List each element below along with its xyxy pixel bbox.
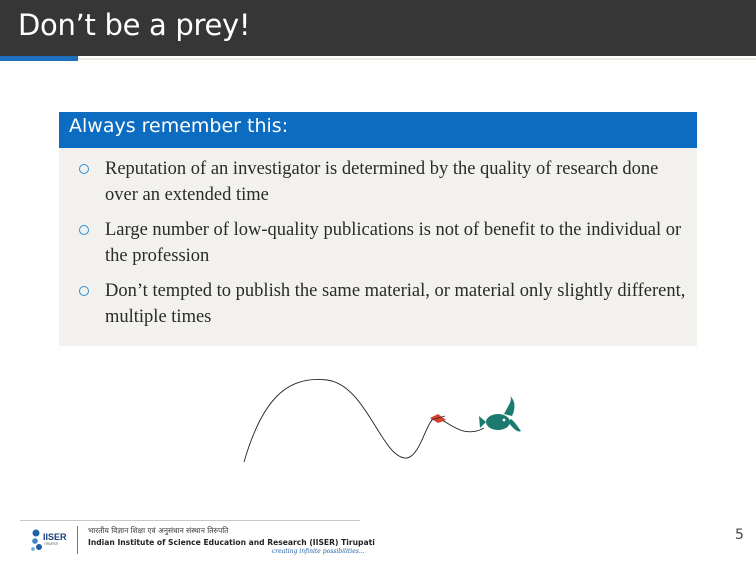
list-item-text: Large number of low-quality publications is not of benefit to the individual or the profession [105, 220, 682, 266]
remember-block [59, 112, 697, 346]
list-item-text: Don’t tempted to publish the same material, or material only slightly different, multiple times [105, 281, 686, 327]
institute-name: Indian Institute of Science Education and Research (IISER) Tirupati [88, 538, 375, 547]
list-item-text: Reputation of an investigator is determined by the quality of research done over an extended time [105, 159, 659, 205]
title-underline [78, 58, 756, 60]
fishing-line [244, 379, 484, 462]
circle-bullet-icon [79, 164, 89, 174]
logo-text: IISER [43, 532, 67, 542]
hook-lure-icon [430, 414, 446, 423]
circle-bullet-icon [79, 225, 89, 235]
footer-separator [77, 526, 78, 554]
fishing-illustration [232, 370, 532, 470]
institute-hindi-name: भारतीय विज्ञान शिक्षा एवं अनुसंधान संस्थान तिरुपति [88, 526, 229, 535]
logo-subtext: TIRUPATI [44, 542, 59, 546]
page-number: 5 [735, 527, 744, 543]
footer-divider [20, 520, 360, 521]
block-header: Always remember this: [59, 112, 697, 148]
institute-tagline: creating infinite possibilities... [272, 548, 365, 555]
slide-title: Don’t be a prey! [18, 8, 251, 42]
circle-bullet-icon [79, 286, 89, 296]
title-bar [0, 0, 756, 56]
title-accent-bar [0, 56, 78, 61]
iiser-logo-icon [30, 524, 70, 556]
fish-icon [479, 396, 521, 431]
